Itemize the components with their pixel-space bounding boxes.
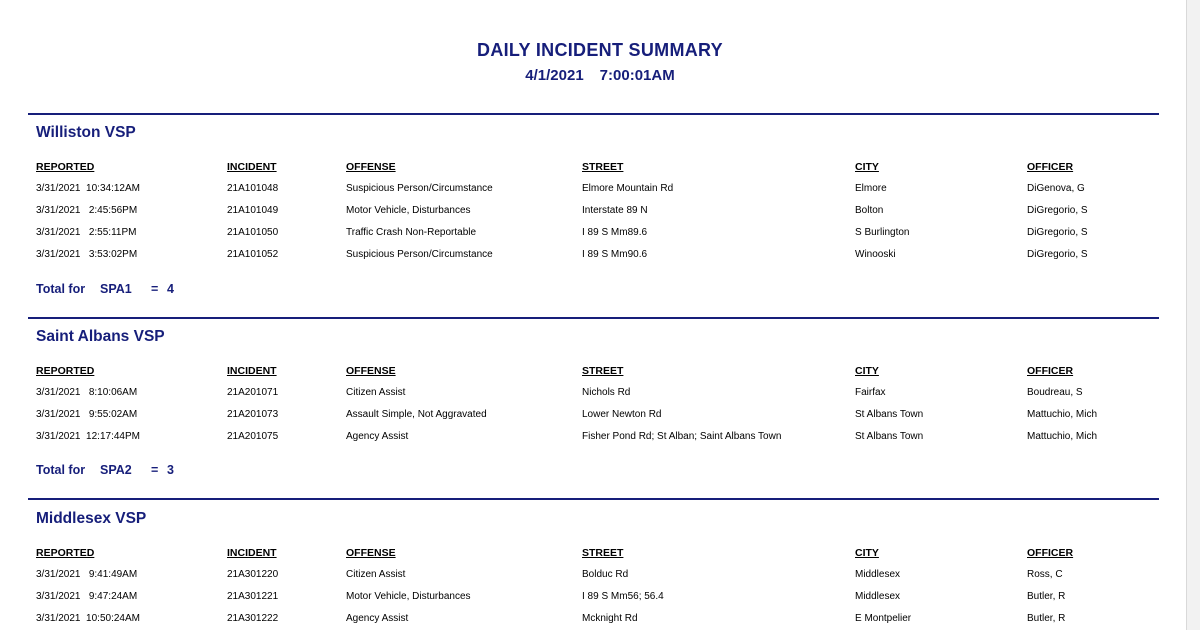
section-title-saint-albans-vsp: Saint Albans VSP	[36, 328, 165, 345]
cell-street: I 89 S Mm56; 56.4	[582, 591, 664, 602]
column-header-street: STREET	[582, 365, 624, 377]
cell-officer: Mattuchio, Mich	[1027, 431, 1098, 442]
total-equals: =	[151, 463, 159, 477]
cell-officer: DiGenova, G	[1027, 183, 1085, 194]
report-time: 7:00:01AM	[599, 67, 675, 84]
total-label: Total for	[36, 282, 86, 296]
cell-city: Middlesex	[855, 569, 901, 580]
report-datetime	[0, 67, 1200, 84]
column-header-incident: INCIDENT	[227, 161, 277, 173]
cell-incident: 21A301222	[227, 613, 279, 624]
cell-reported: 3/31/2021 9:55:02AM	[36, 409, 138, 420]
column-header-city: CITY	[855, 547, 879, 559]
report-title: DAILY INCIDENT SUMMARY	[477, 40, 723, 60]
total-count: 4	[167, 282, 174, 296]
cell-reported: 3/31/2021 2:45:56PM	[36, 205, 138, 216]
column-header-street: STREET	[582, 547, 624, 559]
cell-offense: Suspicious Person/Circumstance	[346, 249, 493, 260]
cell-officer: Butler, R	[1027, 613, 1066, 624]
total-equals: =	[151, 282, 159, 296]
cell-reported: 3/31/2021 2:55:11PM	[36, 227, 137, 238]
cell-reported: 3/31/2021 10:34:12AM	[36, 183, 140, 194]
cell-incident: 21A201073	[227, 409, 279, 420]
cell-street: Bolduc Rd	[582, 569, 629, 580]
cell-officer: DiGregorio, S	[1027, 205, 1088, 216]
cell-city: E Montpelier	[855, 613, 912, 624]
column-header-offense: OFFENSE	[346, 365, 396, 377]
section-title-williston-vsp: Williston VSP	[36, 124, 136, 141]
cell-city: Elmore	[855, 183, 887, 194]
cell-street: Lower Newton Rd	[582, 409, 662, 420]
cell-reported: 3/31/2021 3:53:02PM	[36, 249, 138, 260]
cell-city: S Burlington	[855, 227, 910, 238]
cell-officer: Mattuchio, Mich	[1027, 409, 1098, 420]
total-label: Total for	[36, 463, 86, 477]
section-title-middlesex-vsp: Middlesex VSP	[36, 510, 147, 527]
cell-incident: 21A101052	[227, 249, 279, 260]
cell-reported: 3/31/2021 9:47:24AM	[36, 591, 138, 602]
cell-city: St Albans Town	[855, 431, 924, 442]
cell-reported: 3/31/2021 8:10:06AM	[36, 387, 138, 398]
column-header-reported: REPORTED	[36, 365, 95, 377]
column-header-city: CITY	[855, 365, 879, 377]
cell-incident: 21A301220	[227, 569, 279, 580]
cell-street: Fisher Pond Rd; St Alban; Saint Albans Town	[582, 431, 782, 442]
cell-offense: Motor Vehicle, Disturbances	[346, 591, 471, 602]
column-header-officer: OFFICER	[1027, 365, 1074, 377]
cell-officer: Ross, C	[1027, 569, 1063, 580]
cell-incident: 21A101049	[227, 205, 279, 216]
total-count: 3	[167, 463, 174, 477]
cell-officer: DiGregorio, S	[1027, 249, 1088, 260]
cell-street: Nichols Rd	[582, 387, 631, 398]
cell-city: St Albans Town	[855, 409, 924, 420]
cell-incident: 21A301221	[227, 591, 279, 602]
cell-incident: 21A101048	[227, 183, 279, 194]
cell-city: Fairfax	[855, 387, 886, 398]
cell-offense: Agency Assist	[346, 613, 409, 624]
cell-street: Elmore Mountain Rd	[582, 183, 674, 194]
cell-incident: 21A201075	[227, 431, 279, 442]
cell-officer: DiGregorio, S	[1027, 227, 1088, 238]
section-divider	[28, 317, 1159, 319]
total-code: SPA2	[100, 463, 132, 477]
cell-city: Winooski	[855, 249, 896, 260]
column-header-reported: REPORTED	[36, 161, 95, 173]
cell-offense: Suspicious Person/Circumstance	[346, 183, 493, 194]
cell-street: Interstate 89 N	[582, 205, 648, 216]
cell-offense: Traffic Crash Non-Reportable	[346, 227, 477, 238]
cell-officer: Boudreau, S	[1027, 387, 1083, 398]
cell-offense: Citizen Assist	[346, 387, 406, 398]
cell-reported: 3/31/2021 9:41:49AM	[36, 569, 138, 580]
cell-offense: Citizen Assist	[346, 569, 406, 580]
cell-officer: Butler, R	[1027, 591, 1066, 602]
section-total	[36, 282, 174, 296]
section-total	[36, 463, 174, 477]
cell-city: Bolton	[855, 205, 884, 216]
column-header-offense: OFFENSE	[346, 161, 396, 173]
column-header-reported: REPORTED	[36, 547, 95, 559]
column-header-city: CITY	[855, 161, 879, 173]
cell-offense: Motor Vehicle, Disturbances	[346, 205, 471, 216]
column-header-street: STREET	[582, 161, 624, 173]
cell-street: Mcknight Rd	[582, 613, 638, 624]
column-header-incident: INCIDENT	[227, 547, 277, 559]
report-date: 4/1/2021	[525, 67, 584, 84]
column-header-officer: OFFICER	[1027, 161, 1074, 173]
total-code: SPA1	[100, 282, 132, 296]
cell-city: Middlesex	[855, 591, 901, 602]
cell-offense: Assault Simple, Not Aggravated	[346, 409, 487, 420]
column-header-officer: OFFICER	[1027, 547, 1074, 559]
cell-incident: 21A201071	[227, 387, 279, 398]
cell-street: I 89 S Mm89.6	[582, 227, 648, 238]
right-window-edge	[1186, 0, 1200, 630]
cell-reported: 3/31/2021 10:50:24AM	[36, 613, 140, 624]
cell-reported: 3/31/2021 12:17:44PM	[36, 431, 140, 442]
section-divider	[28, 113, 1159, 115]
column-header-incident: INCIDENT	[227, 365, 277, 377]
column-header-offense: OFFENSE	[346, 547, 396, 559]
cell-street: I 89 S Mm90.6	[582, 249, 648, 260]
cell-incident: 21A101050	[227, 227, 279, 238]
section-divider	[28, 498, 1159, 500]
cell-offense: Agency Assist	[346, 431, 409, 442]
